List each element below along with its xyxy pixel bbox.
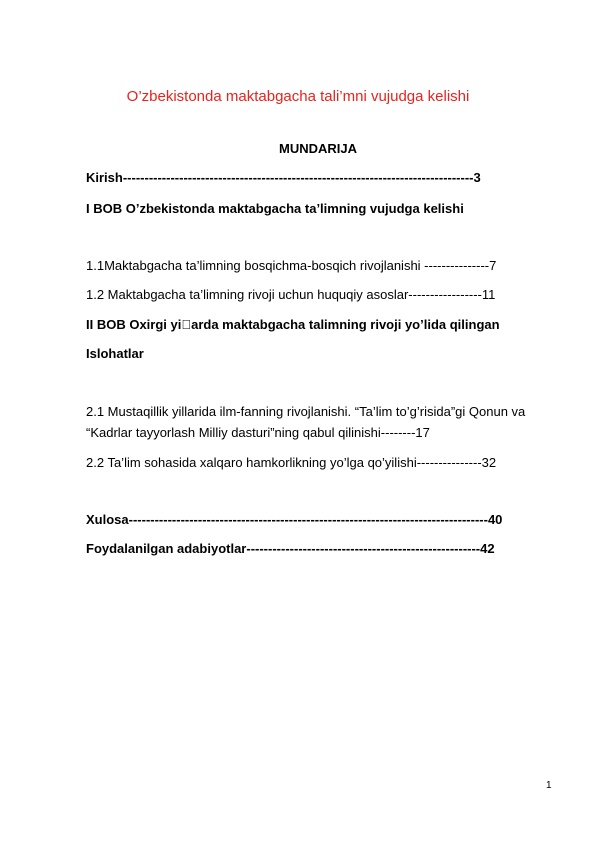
toc-entry-kirish: Kirish---------------------------------------------------------------------------------3 bbox=[86, 170, 481, 185]
page-number: 1 bbox=[546, 780, 552, 791]
toc-entry-chapter-2: II BOB Oxirgi yi arda maktabgacha talimning rivoji yo’lida qilingan bbox=[86, 317, 500, 332]
toc-entry-2-1: 2.1 Mustaqillik yillarida ilm-fanning rivojlanishi. “Ta’lim to’g’risida”gi Qonun va “Kadrlar tayyorlash Milliy dasturi”ning qabul qilinishi--------17 bbox=[86, 404, 526, 440]
toc-entry-references: Foydalanilgan adabiyotlar------------------------------------------------------42 bbox=[86, 541, 495, 556]
toc-entry-1-2: 1.2 Maktabgacha ta’limning rivoji uchun huquqiy asoslar-----------------11 bbox=[86, 287, 496, 302]
toc-entry-chapter-2-cont: Islohatlar bbox=[86, 346, 144, 361]
toc-entry-xulosa: Xulosa-----------------------------------------------------------------------------------40 bbox=[86, 512, 503, 527]
document-title: O’zbekistonda maktabgacha tali’mni vujudga kelishi bbox=[126, 88, 470, 105]
toc-entry-2-2: 2.2 Ta’lim sohasida xalqaro hamkorlikning yo’lga qo’yilishi---------------32 bbox=[86, 455, 497, 470]
toc-entry-1-1: 1.1Maktabgacha ta’limning bosqichma-bosqich rivojlanishi ---------------7 bbox=[86, 258, 497, 273]
toc-entry-chapter-1: I BOB O’zbekistonda maktabgacha ta’limning vujudga kelishi bbox=[86, 201, 464, 216]
toc-heading: MUNDARIJA bbox=[279, 141, 357, 156]
